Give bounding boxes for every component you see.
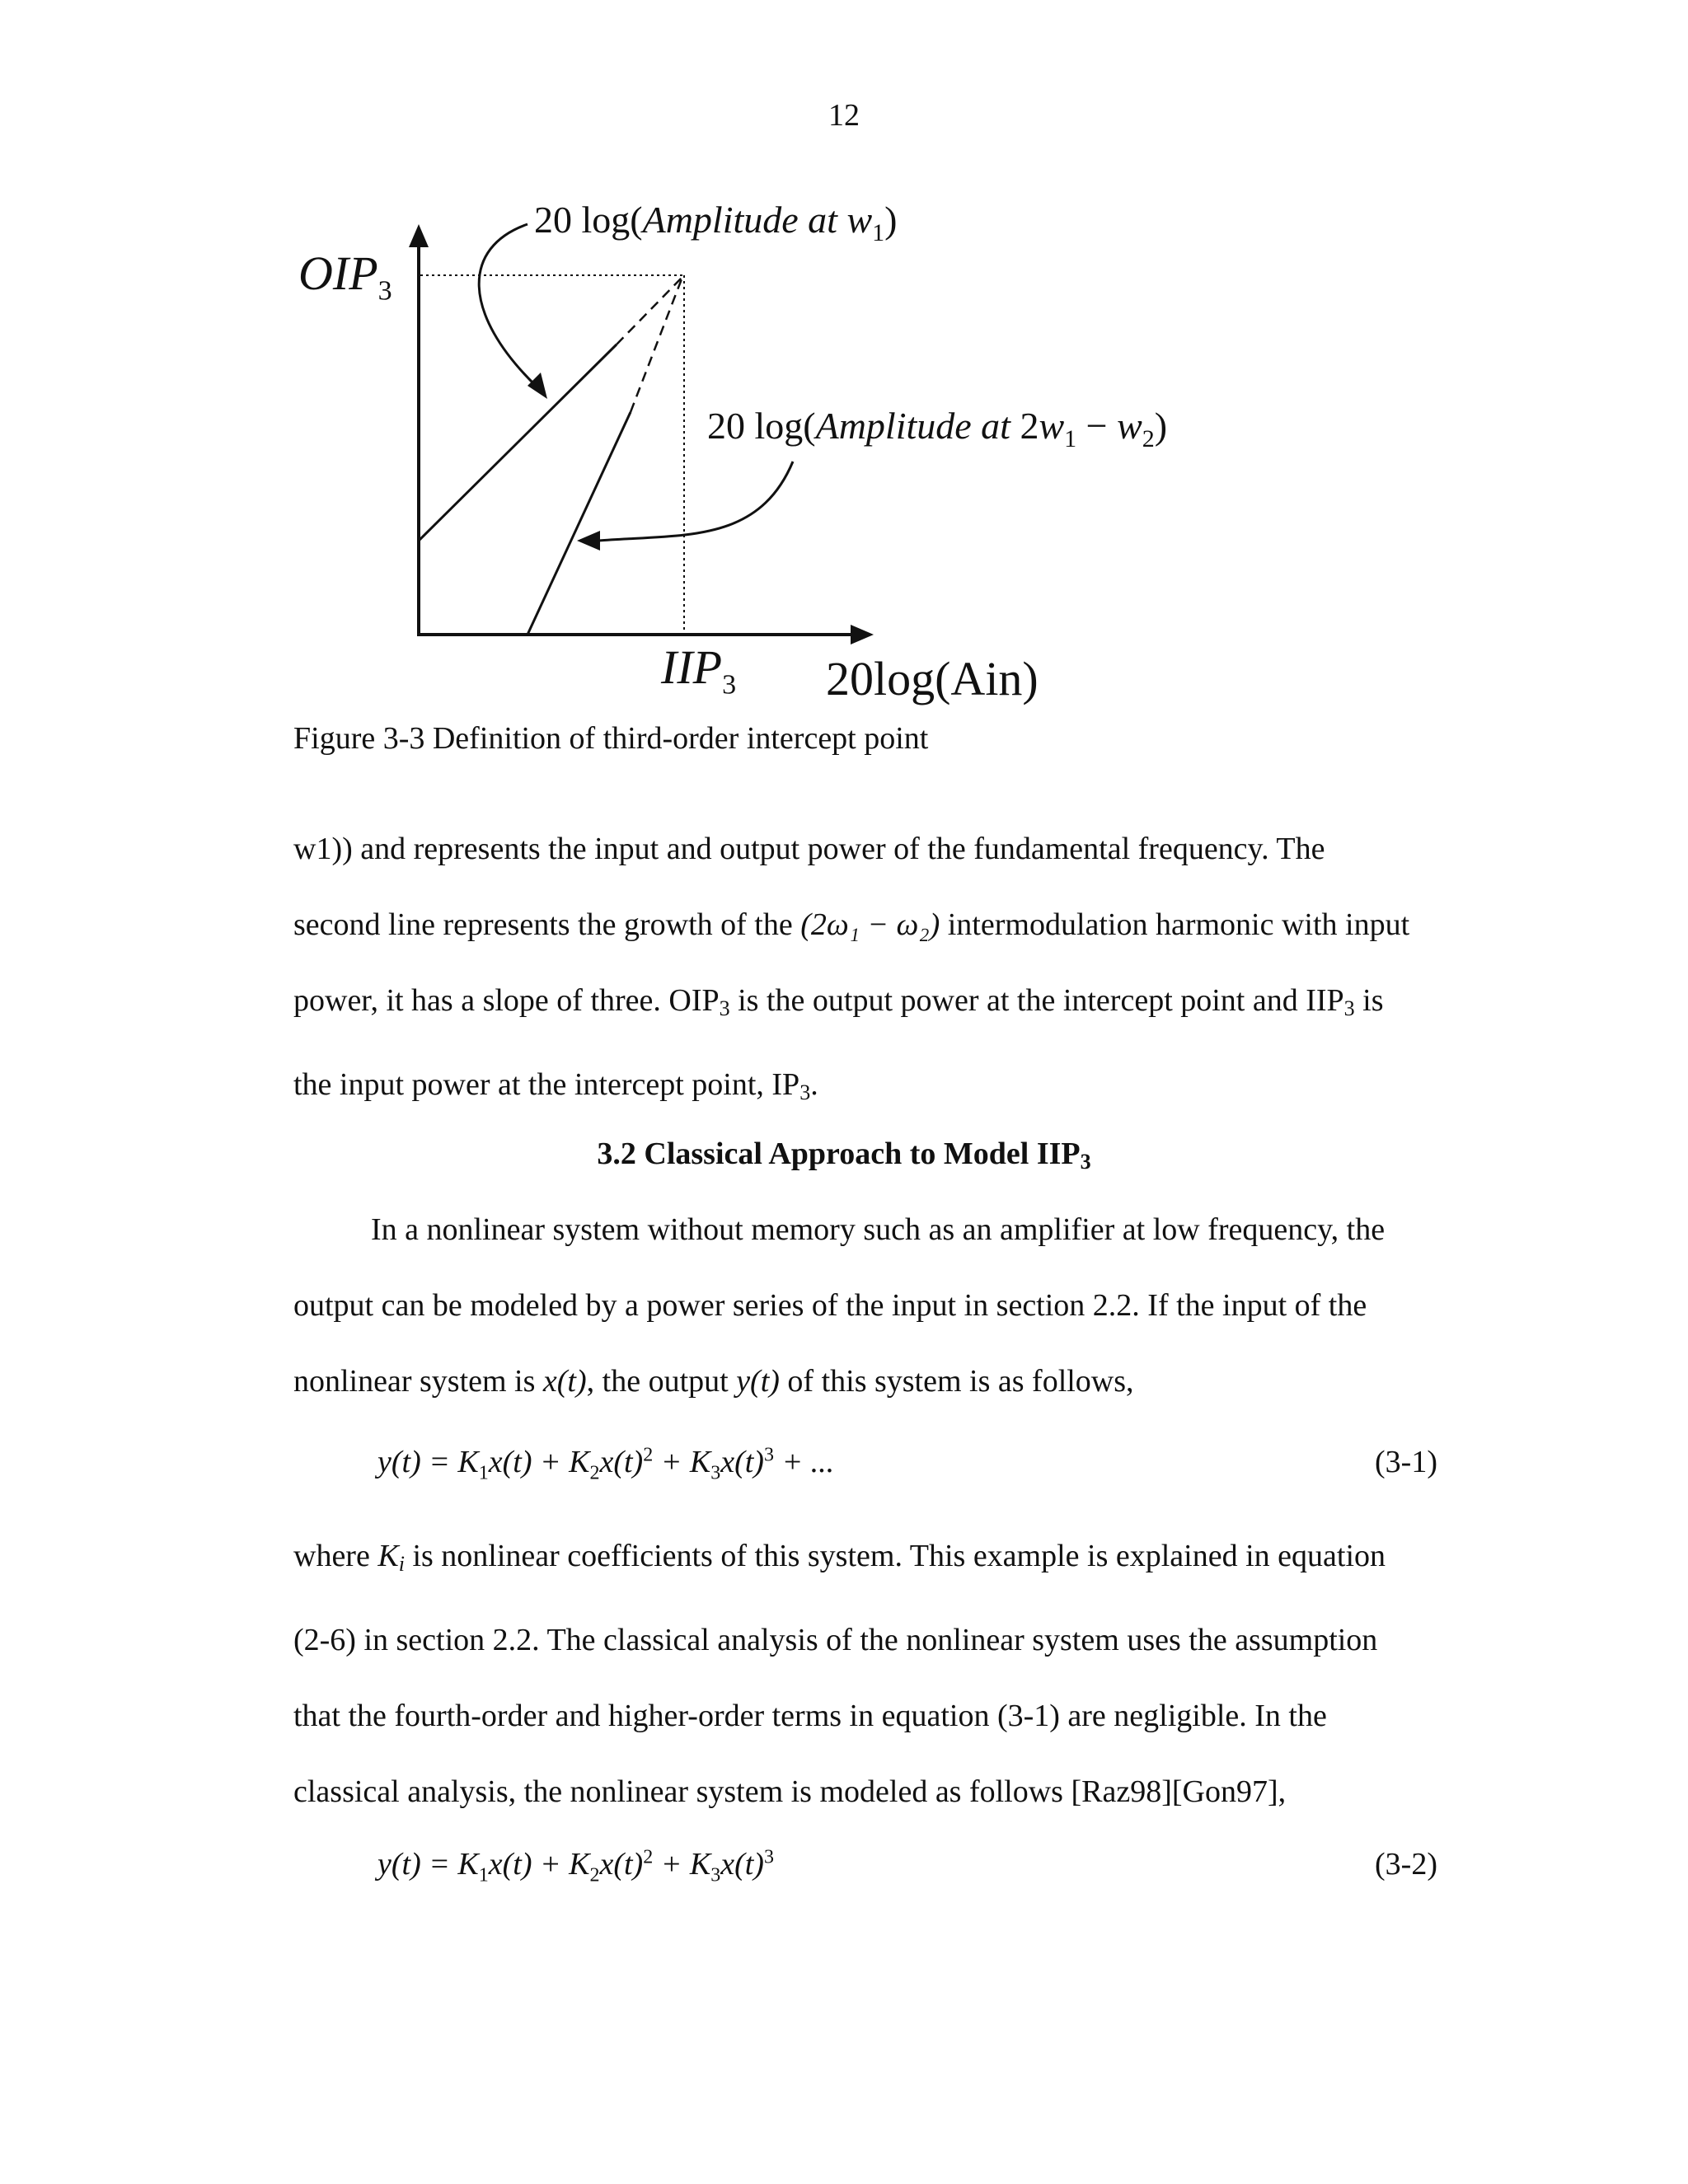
im3-annotation: 20 log(Amplitude at $2w_1 - w_2$) bbox=[707, 405, 1168, 453]
text-line: (2-6) in section 2.2. The classical analysis of the nonlinear system uses the assumption bbox=[293, 1623, 1378, 1657]
figure-caption: Figure 3-3 Definition of third-order intercept point bbox=[293, 721, 929, 756]
text-line: where $K_i$ is nonlinear coefficients of this system. This example is explained in equation bbox=[293, 1539, 1386, 1576]
fundamental-arrowhead bbox=[528, 373, 547, 399]
text-line: that the fourth-order and higher-order terms in equation (3-1) are negligible. In the bbox=[293, 1699, 1327, 1733]
page-number: 12 bbox=[828, 98, 860, 133]
im3-arrow bbox=[598, 462, 793, 541]
equation-3-2: $y(t) = K_1x(t) + K_2x(t)^2 + K_3x(t)^3$ (3-2) bbox=[377, 1846, 1437, 1886]
paragraph-power-series bbox=[293, 1192, 1467, 1419]
fundamental-arrow bbox=[479, 224, 536, 386]
x-axis-arrowhead bbox=[851, 625, 874, 644]
oip-axis-label: $OIP_3$ bbox=[298, 246, 392, 307]
im3-extrapolation bbox=[631, 277, 682, 412]
text-line: classical analysis, the nonlinear system is modeled as follows [Raz98][Gon97], bbox=[293, 1774, 1287, 1809]
text-line: nonlinear system is x(t), the output y(t) of this system is as follows, bbox=[293, 1364, 1134, 1399]
text-line: In a nonlinear system without memory such as an amplifier at low frequency, the bbox=[371, 1212, 1386, 1247]
text-line: the input power at the intercept point, $IP_3$. bbox=[293, 1067, 818, 1104]
text-line: output can be modeled by a power series of the input in section 2.2. If the input of the bbox=[293, 1288, 1367, 1323]
equation-3-1: $y(t) = K_1x(t) + K_2x(t)^2 + K_3x(t)^3$ + ... (3-1) bbox=[377, 1444, 1437, 1484]
y-axis-arrowhead bbox=[409, 224, 429, 247]
equation-number: (3-2) bbox=[1375, 1847, 1437, 1882]
fundamental-annotation: 20 log(Amplitude at $w_1$) bbox=[534, 199, 898, 247]
im3-line bbox=[528, 412, 631, 635]
inline-math: (2ω₁ − ω₂) bbox=[800, 907, 940, 942]
paragraph-classical-analysis bbox=[293, 1518, 1467, 1830]
text-line: w1)) and represents the input and output power of the fundamental frequency. The bbox=[293, 832, 1325, 866]
equation-number: (3-1) bbox=[1375, 1445, 1437, 1479]
intercept-point-figure bbox=[0, 0, 1688, 725]
section-heading: 3.2 Classical Approach to Model $IIP_3$ bbox=[597, 1137, 1091, 1174]
im3-arrowhead bbox=[577, 531, 600, 551]
text-line: power, it has a slope of three. $OIP_3$ is the output power at the intercept point and $IIP_3$ is bbox=[293, 983, 1384, 1020]
iip-tick-label: $IIP_3$ bbox=[661, 640, 737, 701]
paragraph-intercept-description bbox=[293, 811, 1467, 1131]
text-line: second line represents the growth of the (2ω₁ − ω₂) intermodulation harmonic with input bbox=[293, 907, 1410, 942]
x-axis-label: 20log(Ain) bbox=[826, 652, 1039, 705]
fundamental-extrapolation bbox=[617, 277, 682, 344]
fundamental-line bbox=[419, 344, 617, 541]
